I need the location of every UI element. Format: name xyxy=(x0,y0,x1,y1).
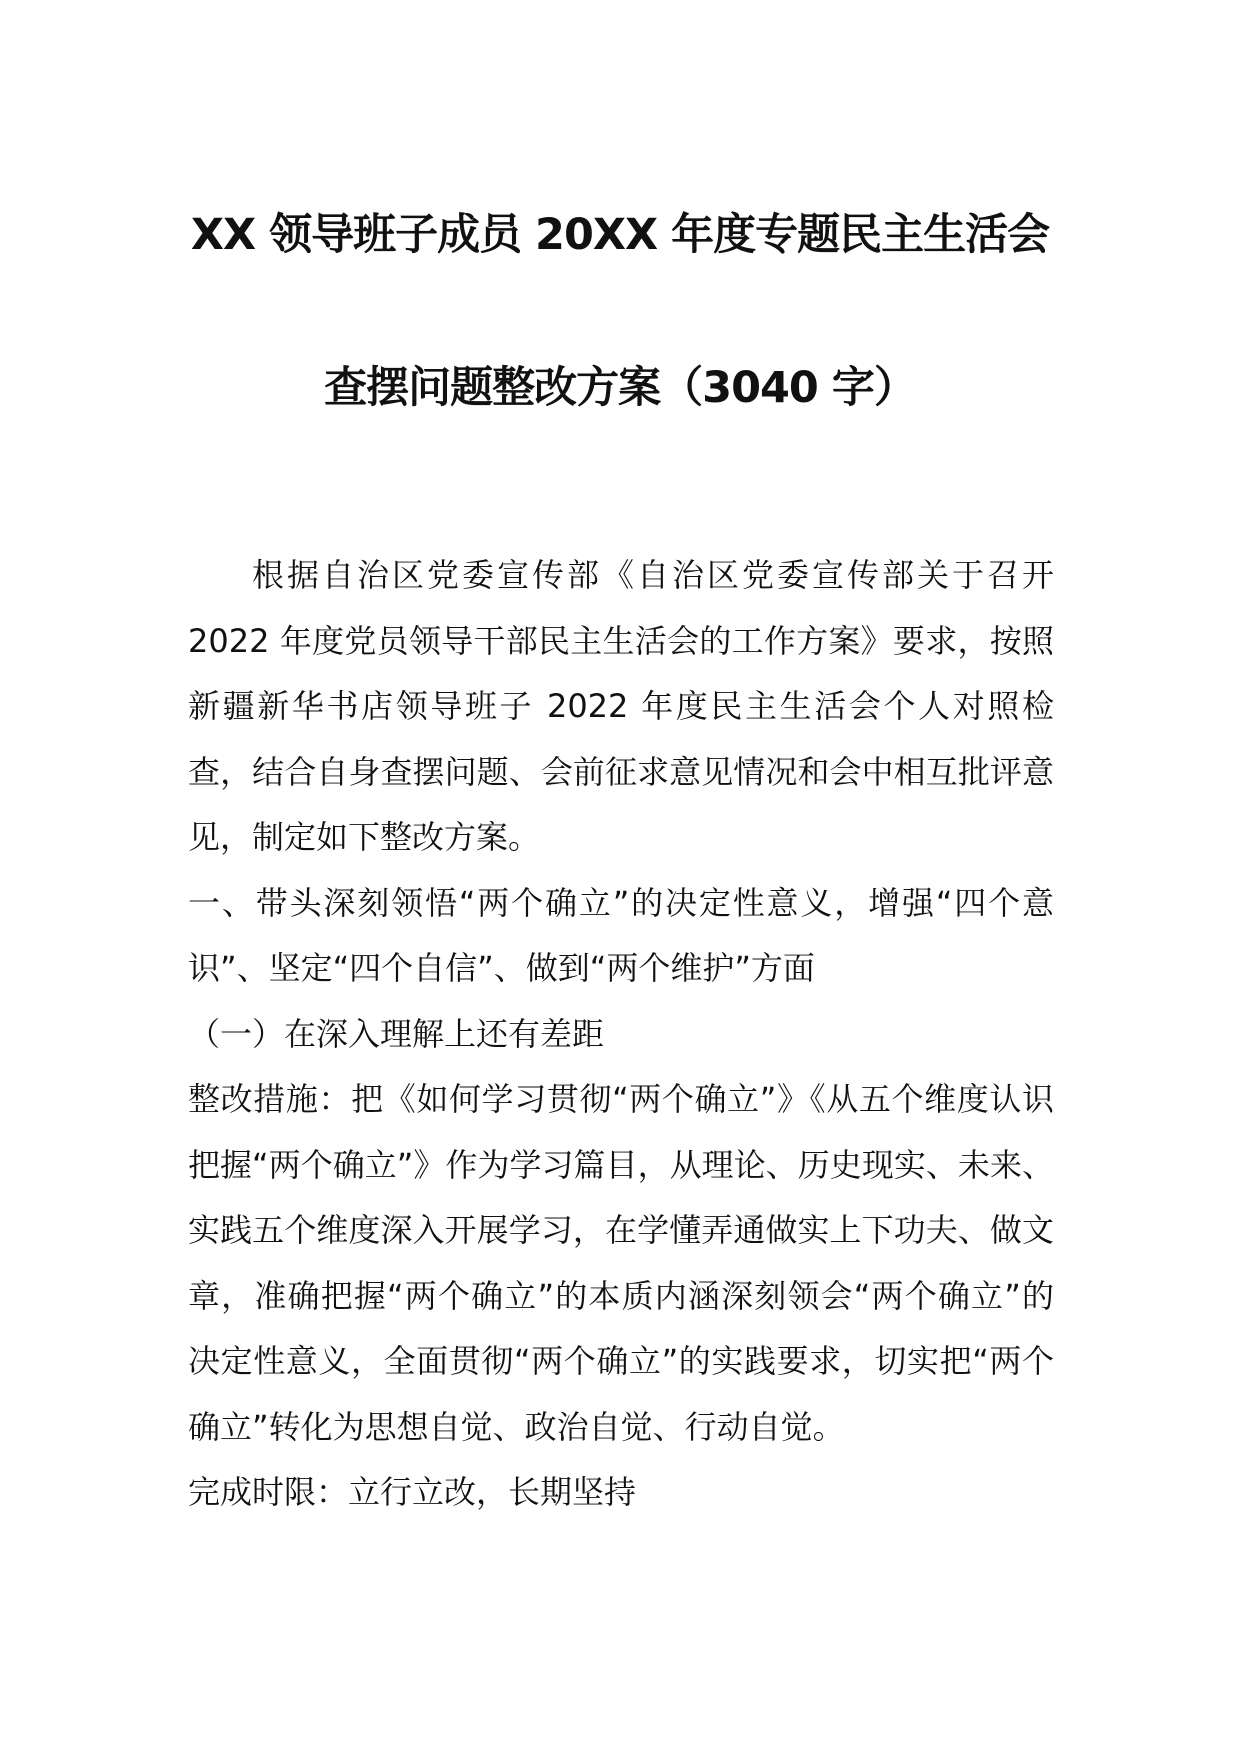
intro-paragraph: 根据自治区党委宣传部《自治区党委宣传部关于召开 2022 年度党员领导干部民主生活会的工作方案》要求，按照新疆新华书店领导班子 2022 年度民主生活会个人对照检查，结合自身查摆问题、会前征求意见情况和会中相互批评意见，制定如下整改方案。 xyxy=(188,556,1054,856)
section-heading-1: 一、带头深刻领悟“两个确立”的决定性意义，增强“四个意识”、坚定“四个自信”、做到“两个维护”方面 xyxy=(188,883,1054,987)
deadline-paragraph: 完成时限：立行立改，长期坚持 xyxy=(188,1473,637,1511)
document-body xyxy=(188,543,1054,1526)
document-title-line-1: XX 领导班子成员 20XX 年度专题民主生活会 xyxy=(190,210,1050,260)
document-title-line-2: 查摆问题整改方案（3040 字） xyxy=(324,363,916,413)
subsection-heading-1: （一）在深入理解上还有差距 xyxy=(188,1014,605,1053)
rectification-measures-paragraph: 整改措施：把《如何学习贯彻“两个确立”》《从五个维度认识把握“两个确立”》作为学习篇目，从理论、历史现实、未来、实践五个维度深入开展学习，在学懂弄通做实上下功夫、做文章，准确把握“两个确立”的本质内涵深刻领会“两个确立”的决定性意义，全面贯彻“两个确立”的实践要求，切实把“两个确立”转化为思想自觉、政治自觉、行动自觉。 xyxy=(188,1080,1054,1446)
